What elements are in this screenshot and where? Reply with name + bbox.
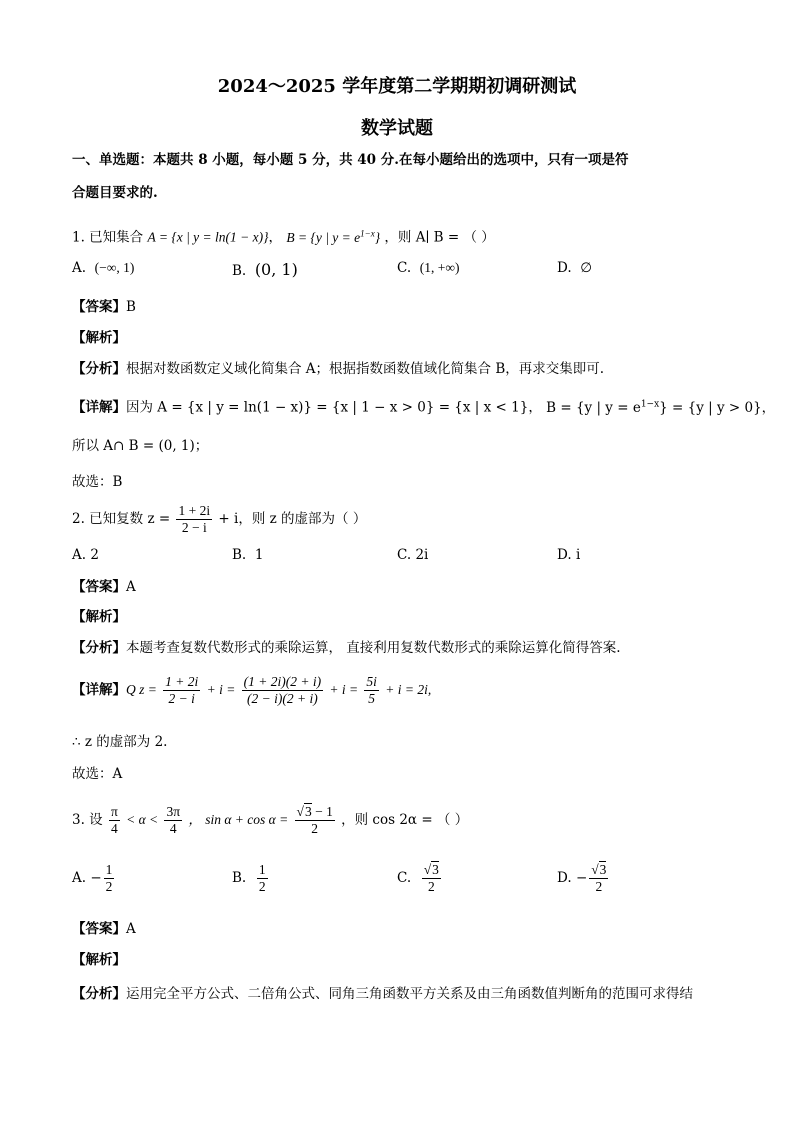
section-heading-line2: 合题目要求的. [72,185,158,201]
q1-analysis-tag: 【解析】 [72,330,126,346]
q1-stem: 1. 已知集合 A = {x | y = ln(1 − x)}， B = {y | $y = e^{1-x}$} ，则 A∣ B = （ ） [72,228,495,246]
page-subtitle: 数学试题 [361,118,433,139]
q3-fenxi: 【分析】运用完全平方公式、二倍角公式、同角三角函数平方关系及由三角函数值判断角的范围可求得结 [72,986,693,1002]
q1-option-d: D. ∅ [557,260,592,276]
q2-answer: 【答案】A [72,579,136,595]
q1-prefix: 1. 已知集合 [72,229,144,246]
q1-option-a: A. (−∞, 1) [72,260,135,276]
q3-option-c: C. $\frac{√3}{2}$ [397,862,439,894]
q2-conclusion: ∴ z 的虚部为 2. [72,734,168,750]
q3-option-d: D. − $\frac{√3}{2}$ [557,862,607,894]
q2-analysis-tag: 【解析】 [72,609,126,625]
q1-choice: 故选：B [72,474,123,490]
q2-option-b: B. 1 [232,547,264,563]
q3-option-a: A. − $\frac{1}{2}$ [72,862,113,894]
q1-option-c: C. (1, +∞) [397,260,460,276]
section-heading-line1: 一、单选题：本题共 8 小题，每小题 5 分，共 40 分.在每小题给出的选项中，只有一项是符 [72,152,629,168]
q1-answer: 【答案】B [72,299,136,315]
q2-detail: 【详解】Q z = $\frac{1 + 2i}{2 - i}$ + i = $\frac{(1 + 2i)(2 + i)}{(2 - i)(2 + i)}$ + i = $\frac{5i}{5}$ + i = 2i, [72,674,432,706]
q1-conclusion: 所以 A∩ B = (0, 1)； [72,438,209,454]
q3-analysis-tag: 【解析】 [72,952,126,968]
page-title: 2024～2025 学年度第二学期期初调研测试 [217,76,577,97]
q1-detail: 【详解】因为 A = {x | y = ln(1 − x)} = {x | 1 − x > 0} = {x | x < 1}， B = {y | $y = e^{1-x}\} = \{y$ | y > 0}， [72,399,776,416]
q2-fenxi: 【分析】本题考查复数代数形式的乘除运算， 直接利用复数代数形式的乘除运算化简得答案. [72,640,621,656]
q1-option-b: B. (0, 1) [232,260,298,279]
q3-option-b: B. $\frac{1}{2}$ [232,862,266,894]
q1-set-a: A = {x | y = ln(1 − x)} [147,229,269,245]
q1-fenxi: 【分析】根据对数函数定义域化简集合 A；根据指数函数值域化简集合 B，再求交集即可. [72,361,605,377]
q2-option-d: D. i [557,547,581,563]
q2-fraction: $\frac{1 + 2i}{2 - i}$ [178,503,211,535]
q3-answer: 【答案】A [72,921,136,937]
q2-option-a: A. 2 [72,547,99,563]
q2-stem: 2. 已知复数 z = $\frac{1 + 2i}{2 - i}$ + i，则 z 的虚部为（ ） [72,503,367,535]
q2-choice: 故选：A [72,766,123,782]
q1-suffix: ，则 A∣ B = （ ） [384,229,495,246]
q1-set-b: B = {y | $y = e^{1-x}$} [286,228,381,245]
q3-stem: 3. 设 $\frac{\pi}{4}$ < α < $\frac{3\pi}{4}$ ， sin α + cos α = $\frac{√3 - 1}{2}$ ，则 cos 2α = （ ） [72,804,469,836]
q2-option-c: C. 2i [397,547,429,563]
